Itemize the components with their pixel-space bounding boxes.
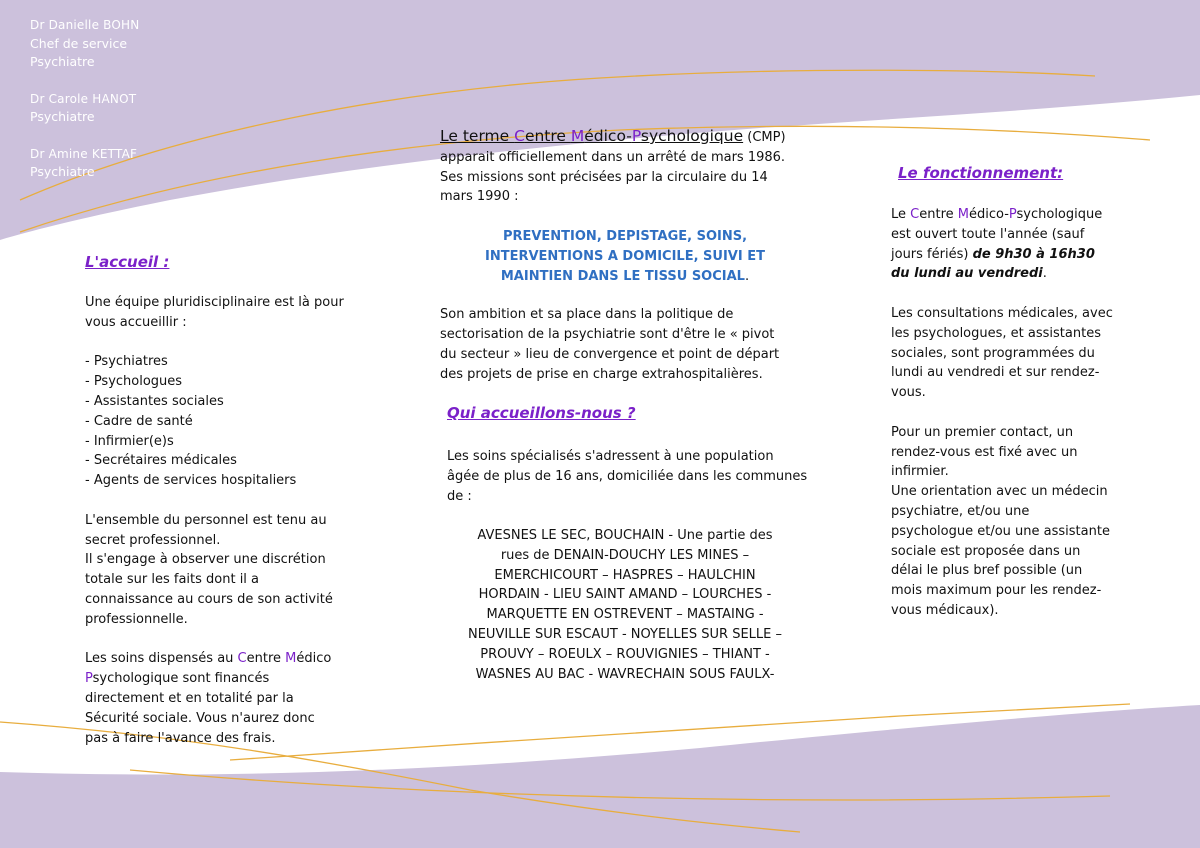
- doctor-name: Dr Danielle BOHN: [30, 18, 140, 32]
- secret-line: connaissance au cours de son activité: [85, 591, 333, 607]
- doctor-title: Chef de service: [30, 35, 128, 51]
- cmp-intro-line: apparait officiellement dans un arrêté de mars 1986.: [440, 149, 786, 165]
- contact-line: sociale est proposée dans un: [891, 543, 1081, 559]
- ambition-line: sectorisation de la psychiatrie sont d'être le « pivot: [440, 326, 775, 342]
- consult-line: les psychologues, et assistantes: [891, 325, 1101, 341]
- commune-line: EMERCHICOURT – HASPRES – HAULCHIN: [494, 567, 756, 583]
- contact-line: délai le plus bref possible (un: [891, 563, 1083, 579]
- qui-heading: Qui accueillons-nous ?: [447, 404, 636, 422]
- soins-line: Les soins dispensés au Centre Médico: [85, 651, 332, 667]
- doctor-name: Dr Amine KETTAF: [30, 146, 138, 161]
- staff-item: - Assistantes sociales: [85, 393, 224, 409]
- cmp-section: [440, 127, 810, 384]
- cmp-intro-line: Ses missions sont précisées par la circulaire du 14: [440, 169, 768, 185]
- contact-line: mois maximum pour les rendez-: [891, 583, 1102, 599]
- ambition-line: Son ambition et sa place dans la politique de: [440, 307, 734, 323]
- ambition-line: du secteur » lieu de convergence et point de départ: [440, 346, 780, 362]
- staff-item: - Secrétaires médicales: [85, 453, 237, 469]
- accueil-section: [85, 293, 370, 748]
- fonctionnement-line: jours fériés) de 9h30 à 16h30: [891, 246, 1095, 262]
- cmp-intro-line: mars 1990 :: [440, 189, 519, 205]
- accueil-intro-line: Une équipe pluridisciplinaire est là pour: [85, 295, 344, 310]
- commune-line: AVESNES LE SEC, BOUCHAIN - Une partie des: [477, 528, 773, 543]
- consult-line: vous.: [891, 385, 926, 401]
- doctor-title: Psychiatre: [30, 54, 95, 69]
- commune-line: NEUVILLE SUR ESCAUT - NOYELLES SUR SELLE –: [467, 626, 782, 642]
- staff-item: - Agents de services hospitaliers: [85, 473, 297, 489]
- contact-line: psychologue et/ou une assistante: [891, 523, 1110, 539]
- doctor-name: Dr Carole HANOT: [30, 91, 137, 106]
- cmp-title: Le terme Centre Médico-Psychologique (CMP): [440, 127, 786, 145]
- soins-line: Sécurité sociale. Vous n'aurez donc: [85, 710, 315, 726]
- commune-line: PROUVY – ROEULX – ROUVIGNIES – THIANT -: [480, 646, 770, 662]
- consult-line: Les consultations médicales, avec: [891, 305, 1113, 321]
- fonctionnement-line: du lundi au vendredi.: [891, 266, 1047, 282]
- missions-line: INTERVENTIONS A DOMICILE, SUIVI ET: [485, 249, 765, 265]
- qui-section: [447, 447, 817, 506]
- contact-line: Une orientation avec un médecin: [891, 484, 1108, 500]
- staff-item: - Infirmier(e)s: [85, 433, 174, 449]
- commune-line: HORDAIN - LIEU SAINT AMAND – LOURCHES -: [478, 587, 772, 603]
- fonctionnement-line: est ouvert toute l'année (sauf: [891, 226, 1085, 242]
- soins-line: directement et en totalité par la: [85, 690, 294, 706]
- consult-line: lundi au vendredi et sur rendez-: [891, 365, 1100, 381]
- doctors-list: [30, 16, 220, 182]
- contact-line: psychiatre, et/ou une: [891, 503, 1030, 519]
- contact-line: infirmier.: [891, 464, 949, 480]
- contact-line: rendez-vous est fixé avec un: [891, 444, 1078, 460]
- missions-line: MAINTIEN DANS LE TISSU SOCIAL.: [500, 269, 750, 285]
- contact-line: vous médicaux).: [891, 602, 999, 618]
- secret-line: Il s'engage à observer une discrétion: [85, 552, 326, 568]
- commune-line: rues de DENAIN-DOUCHY LES MINES –: [500, 547, 750, 563]
- missions-line: PREVENTION, DEPISTAGE, SOINS,: [502, 229, 748, 245]
- qui-intro-line: de :: [447, 488, 472, 504]
- contact-line: Pour un premier contact, un: [891, 424, 1074, 440]
- secret-line: secret professionnel.: [85, 532, 221, 548]
- communes-list: [430, 526, 820, 684]
- staff-item: - Cadre de santé: [85, 413, 193, 429]
- secret-line: professionnelle.: [85, 611, 188, 627]
- soins-line: pas à faire l'avance des frais.: [85, 730, 276, 746]
- secret-line: L'ensemble du personnel est tenu au: [85, 512, 327, 528]
- accueil-intro-line: vous accueillir :: [85, 314, 187, 330]
- fonctionnement-line: Le Centre Médico-Psychologique: [891, 207, 1103, 222]
- fonctionnement-section: [891, 205, 1126, 621]
- staff-item: - Psychologues: [85, 374, 183, 390]
- secret-line: totale sur les faits dont il a: [85, 572, 260, 588]
- doctor-title: Psychiatre: [30, 164, 95, 179]
- qui-intro-line: âgée de plus de 16 ans, domiciliée dans les communes: [447, 468, 808, 484]
- ambition-line: des projets de prise en charge extrahospitalières.: [440, 366, 763, 382]
- soins-line: Psychologique sont financés: [85, 671, 270, 687]
- accueil-heading: L'accueil :: [85, 253, 170, 271]
- doctor-title: Psychiatre: [30, 109, 95, 124]
- commune-line: WASNES AU BAC - WAVRECHAIN SOUS FAULX-: [475, 666, 775, 682]
- commune-line: MARQUETTE EN OSTREVENT – MASTAING -: [486, 607, 764, 623]
- qui-intro-line: Les soins spécialisés s'adressent à une population: [447, 449, 774, 464]
- staff-item: - Psychiatres: [85, 354, 168, 370]
- consult-line: sociales, sont programmées du: [891, 345, 1095, 361]
- fonctionnement-heading: Le fonctionnement:: [898, 164, 1064, 182]
